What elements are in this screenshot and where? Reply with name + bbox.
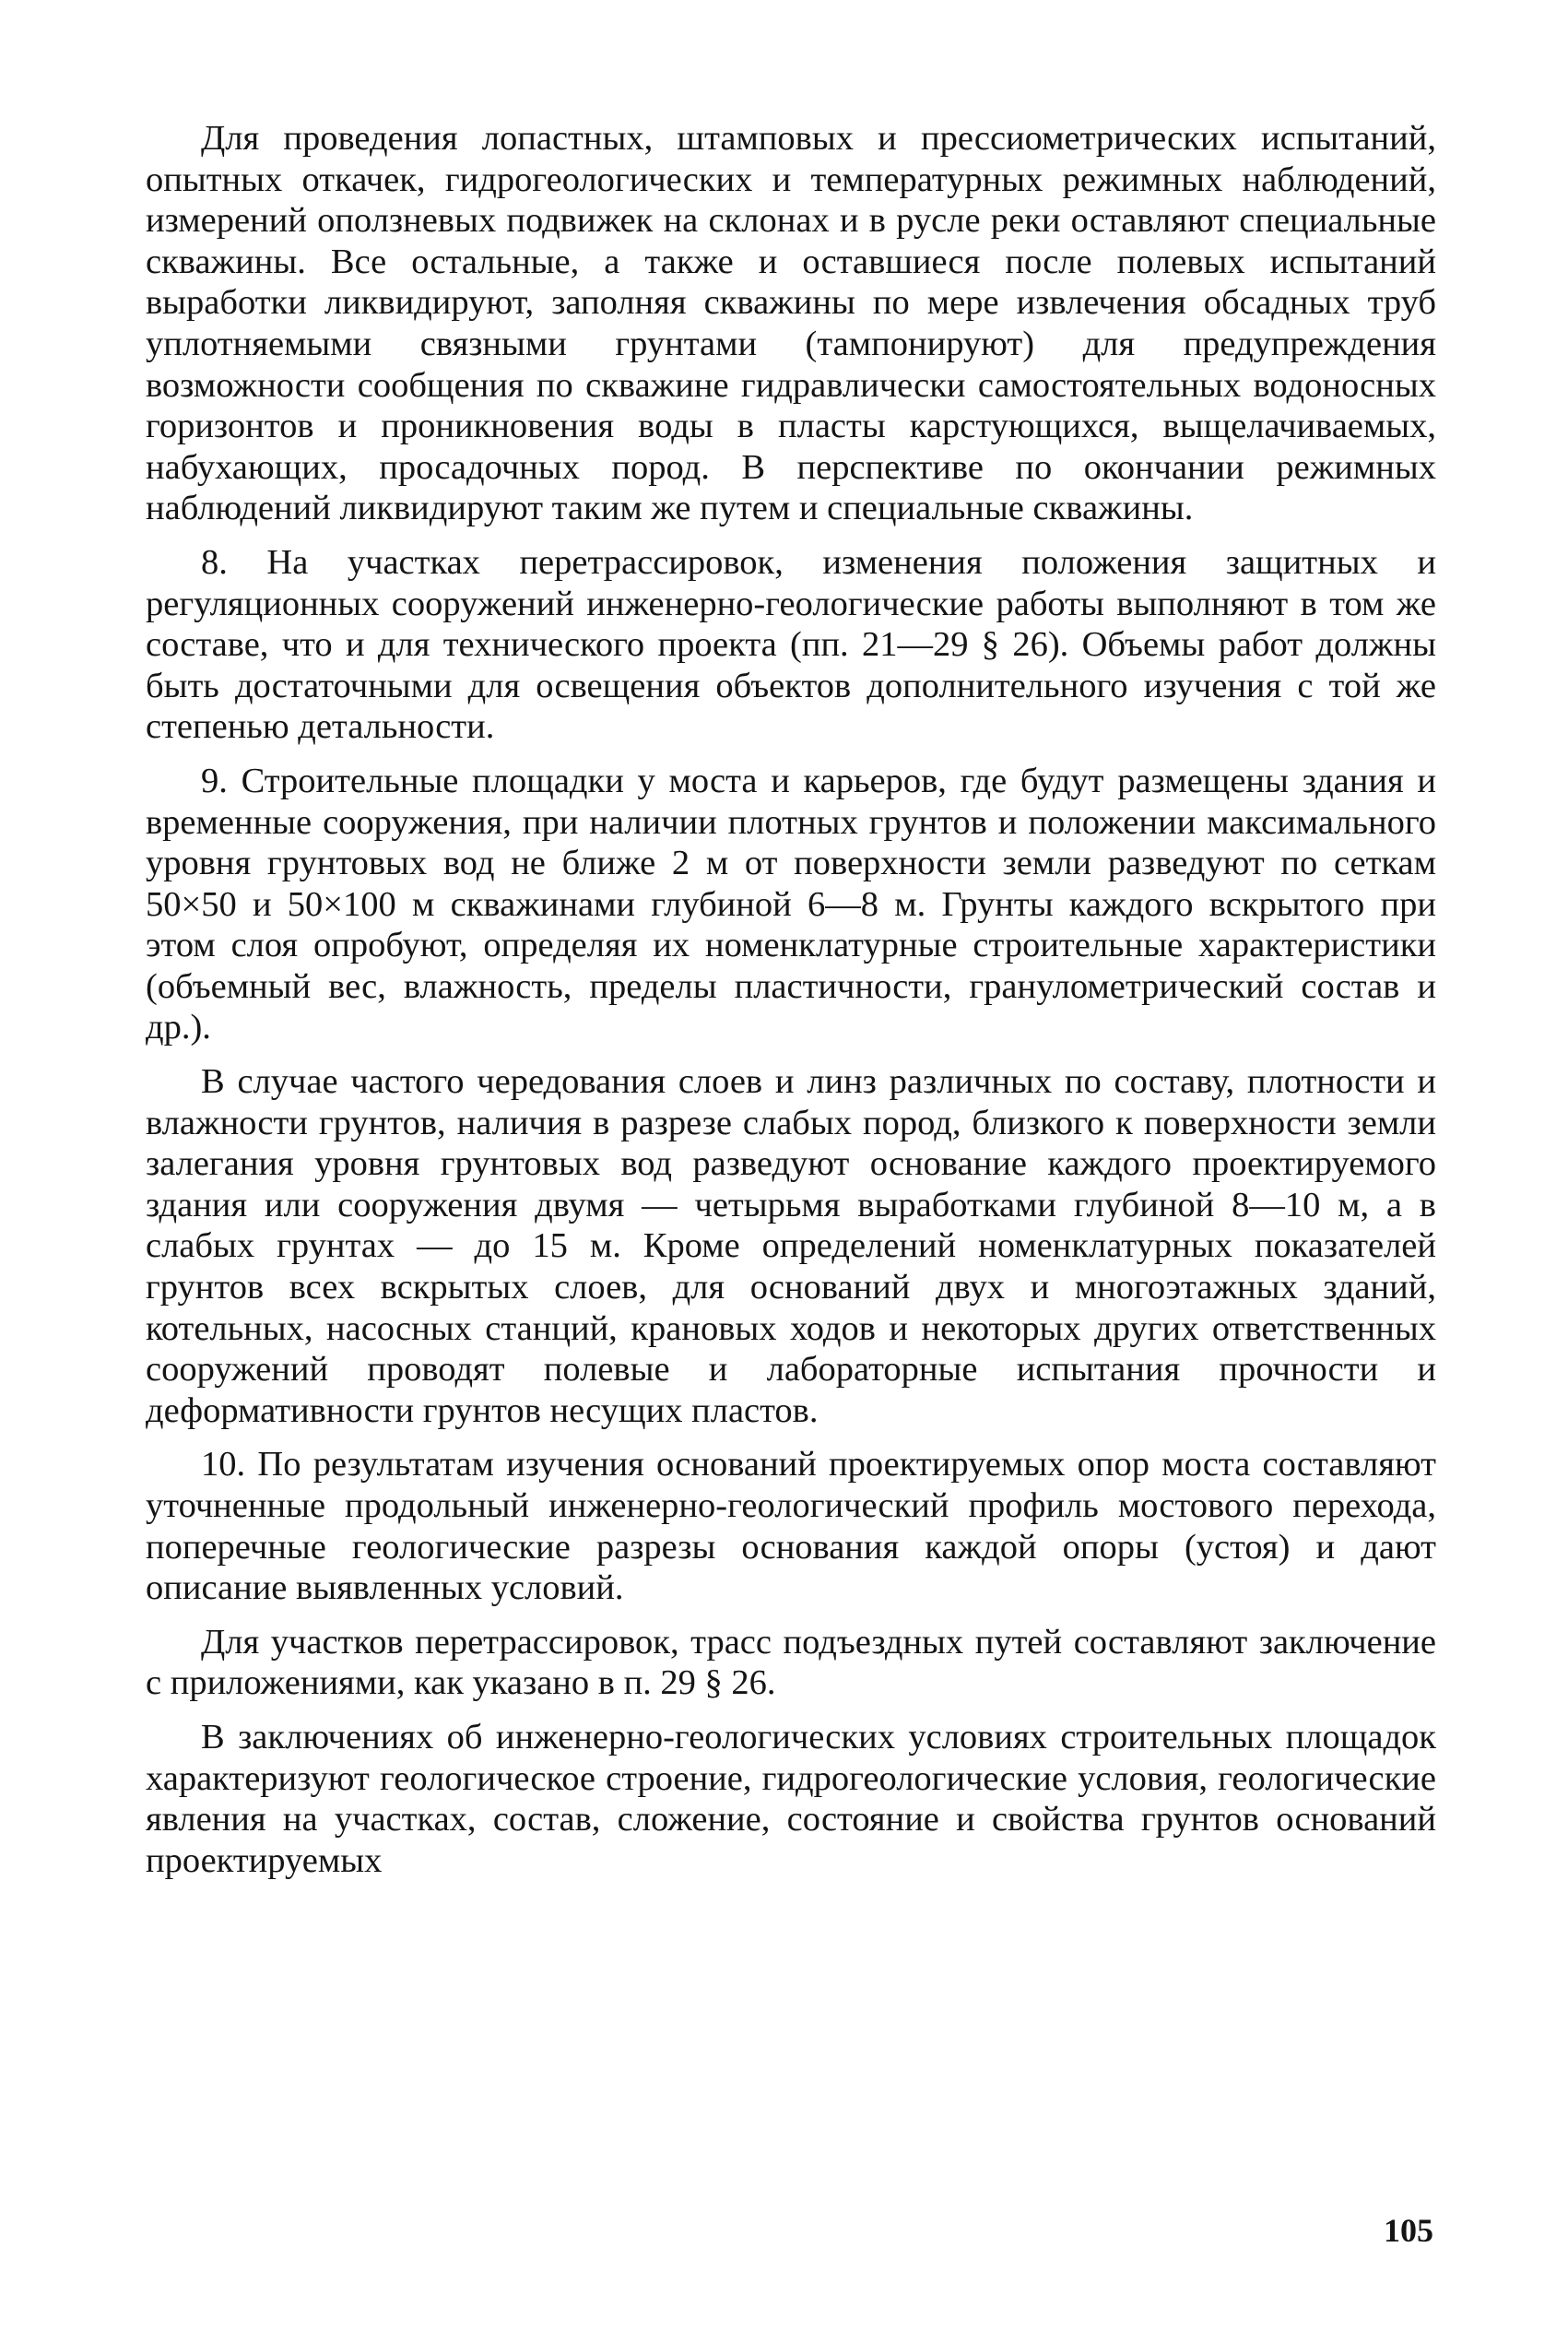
paragraph-item-9: 9. Строительные площадки у моста и карьеров, где будут размещены здания и временные сооружения, при наличии плотных грунтов и положении максимального уровня грунтовых вод не ближе 2 м от поверхности земли разведуют по сеткам 50×50 и 50×100 м скважинами глубиной 6—8 м. Грунты каждого вскрытого при этом слоя опробуют, определяя их номенклатурные строительные характеристики (объемный вес, влажность, пределы пластичности, гранулометрический состав и др.).: [146, 761, 1436, 1047]
paragraph-layered-soils: В случае частого чередования слоев и линз различных по составу, плотности и влажности грунтов, наличия в разрезе слабых пород, близкого к поверхности земли залегания уровня грунтовых вод разведуют основание каждого проектируемого здания или сооружения двумя — четырьмя выработками глубиной 8—10 м, а в слабых грунтах — до 15 м. Кроме определений номенклатурных показателей грунтов всех вскрытых слоев, для оснований двух и многоэтажных зданий, котельных, насосных станций, крановых ходов и некоторых других ответственных сооружений проводят полевые и лабораторные испытания прочности и деформативности грунтов несущих пластов.: [146, 1062, 1436, 1430]
paragraph-boreholes: Для проведения лопастных, штамповых и прессиометрических испытаний, опытных откачек, гидрогеологических и температурных режимных наблюдений, измерений оползневых подвижек на склонах и в русле реки оставляют специальные скважины. Все остальные, а также и оставшиеся после полевых испытаний выработки ликвидируют, заполняя скважины по мере извлечения обсадных труб уплотняемыми связными грунтами (тампонируют) для предупреждения возможности сообщения по скважине гидравлически самостоятельных водоносных горизонтов и проникновения воды в пласты карстующихся, выщелачиваемых, набухающих, просадочных пород. В перспективе по окончании режимных наблюдений ликвидируют таким же путем и специальные скважины.: [146, 119, 1436, 528]
page-number: 105: [1384, 2212, 1433, 2249]
paragraph-conclusions: В заключениях об инженерно-геологических условиях строительных площадок характеризуют геологическое строение, гидрогеологические условия, геологические явления на участках, состав, сложение, состояние и свойства грунтов оснований проектируемых: [146, 1717, 1436, 1880]
paragraph-item-10: 10. По результатам изучения оснований проектируемых опор моста составляют уточненные продольный инженерно-геологический профиль мостового перехода, поперечные геологические разрезы основания каждой опоры (устоя) и дают описание выявленных условий.: [146, 1445, 1436, 1608]
paragraph-rerouting: Для участков перетрассировок, трасс подъездных путей составляют заключение с приложениями, как указано в п. 29 § 26.: [146, 1622, 1436, 1703]
page-body: [146, 118, 1436, 1894]
paragraph-item-8: 8. На участках перетрассировок, изменения положения защитных и регуляционных сооружений инженерно-геологические работы выполняют в том же составе, что и для технического проекта (пп. 21—29 § 26). Объемы работ должны быть достаточными для освещения объектов дополнительного изучения с той же степенью детальности.: [146, 542, 1436, 747]
